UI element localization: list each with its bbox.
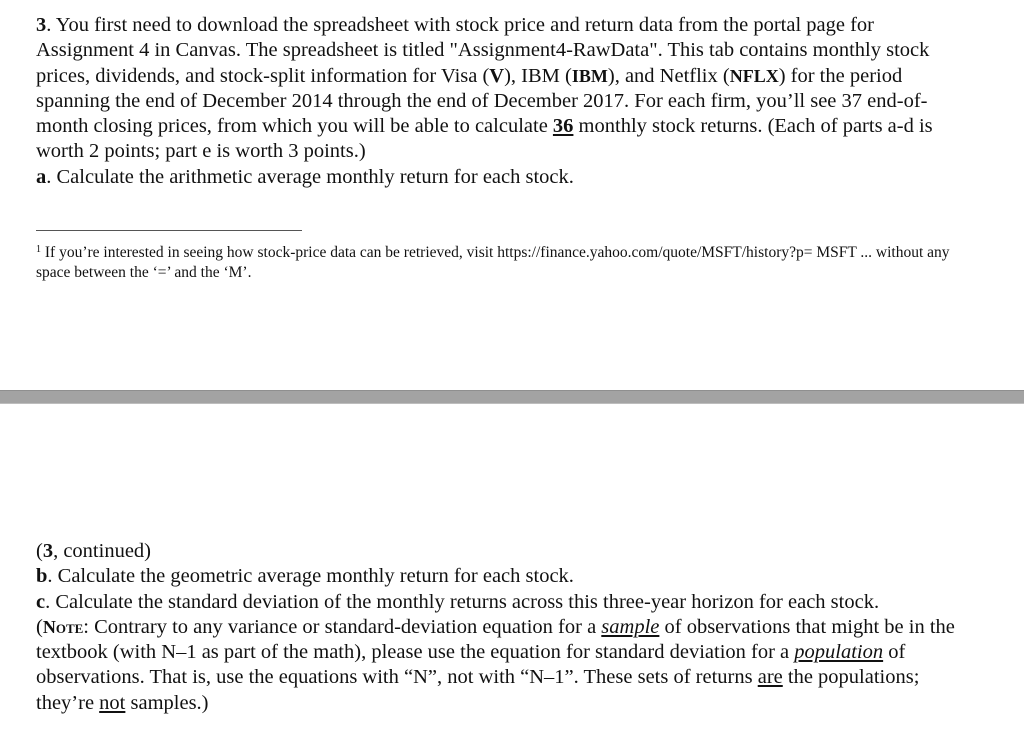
part-b: b. Calculate the geometric average monthly return for each stock.: [36, 565, 574, 588]
footnote: [36, 240, 986, 283]
footnote-marker: 1: [36, 244, 41, 255]
nflx-ticker: NFLX: [729, 65, 779, 86]
question-3-continued-block: [36, 539, 966, 716]
part-a-letter: a: [36, 165, 47, 188]
footnote-text: If you’re interested in seeing how stock-price data can be retrieved, visit https://finance.yahoo.com/quote/MSFT/history?p= MSFT ... without any space between the ‘=’ and the ‘M’.: [36, 244, 950, 281]
continued-heading: (3, continued): [36, 540, 151, 562]
part-b-letter: b: [36, 565, 48, 588]
population-word: population: [794, 641, 884, 664]
part-a: a. Calculate the arithmetic average monthly return for each stock.: [36, 165, 574, 188]
part-c: c. Calculate the standard deviation of the monthly returns across this three-year horizon for each stock.: [36, 590, 880, 613]
footnote-rule: [36, 230, 302, 231]
question-number: 3: [36, 14, 47, 36]
not-word: not: [99, 691, 126, 714]
are-word: are: [757, 666, 783, 689]
continued-number: 3: [42, 540, 54, 562]
question-3-intro: 3. You first need to download the spreadsheet with stock price and return data from the portal page for Assignment 4 in Canvas. The spreadsheet is titled "Assignment4-RawData". This tab contains monthly stock prices, dividends, and stock-split information for Visa (V), IBM (IBM), and Netflix (NFLX) for the period spanning the end of December 2014 through the end of December 2017. For each firm, you’ll see 37 end-of-month closing prices, from which you will be able to calculate 36 monthly stock returns. (Each of parts a-d is worth 2 points; part e is worth 3 points.): [36, 14, 933, 163]
sample-word: sample: [601, 615, 660, 638]
returns-count: 36: [552, 115, 574, 138]
part-c-letter: c: [36, 590, 46, 613]
note: (Note: Contrary to any variance or standard-deviation equation for a sample of observations that might be in the textbook (with N–1 as part of the math), please use the equation for standard deviation for a population of observations. That is, use the equations with “N”, not with “N–1”. These sets of returns are the populations; they’re not samples.): [36, 615, 955, 714]
note-label: Note: [42, 616, 84, 637]
question-3-block: [36, 13, 966, 190]
ibm-ticker: IBM: [571, 65, 608, 86]
page-separator: [0, 390, 1024, 404]
page-bottom: [0, 404, 1024, 732]
visa-ticker: V: [489, 64, 505, 87]
